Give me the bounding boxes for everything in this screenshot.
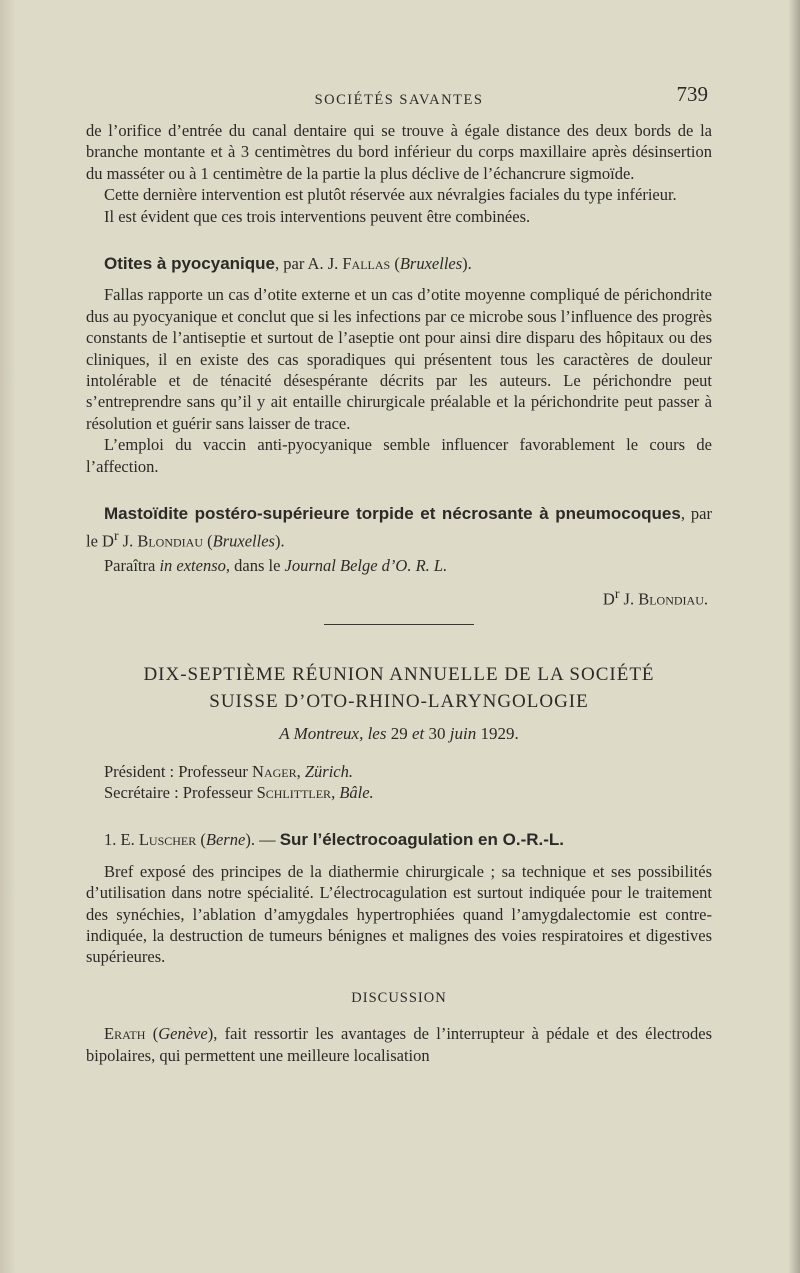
meeting-place-date bbox=[86, 723, 712, 744]
article2-author: Blondiau bbox=[137, 531, 204, 550]
page-number: 739 bbox=[676, 82, 708, 106]
talk1-body: Bref exposé des principes de la diathermie chirurgicale ; sa technique et ses possibilités d’utilisation dans notre spécialité. L’électrocagulation est surtout indiquée pour le traitement des synéchies, l’ablation d’amygdales hypertrophiées quand l’amygdalectomie est contre-indiquée, la destruction de tumeurs bénignes et malignes des voies respiratoires et digestives supérieures. bbox=[86, 861, 712, 967]
talk1-author: Luscher bbox=[138, 830, 197, 850]
article2-city: Bruxelles bbox=[212, 531, 275, 550]
secretary-city: Bâle. bbox=[339, 783, 374, 803]
article2-note bbox=[86, 555, 712, 576]
talk1-city: Berne bbox=[205, 830, 246, 850]
article2-note-prefix: Paraîtra bbox=[104, 556, 160, 576]
president-label: Président : Professeur bbox=[104, 761, 253, 781]
president-name: Nager bbox=[252, 761, 297, 781]
talk1-dash: . — bbox=[250, 830, 280, 850]
article2-note-extenso: in extenso bbox=[159, 556, 226, 576]
secretary-line: Secrétaire : Professeur Schlittler, Bâle. bbox=[104, 783, 374, 803]
article2-heading: Mastoïdite postéro-supérieure torpide et nécrosante à pneumocoques, par le $D^r$ J. Blondiau (Bruxelles). bbox=[86, 504, 712, 550]
article2-sup: r bbox=[113, 527, 119, 543]
article1-title: Otites à pyocyanique bbox=[104, 254, 275, 274]
meeting-title-line-2: SUISSE D’OTO-RHINO-LARYNGOLOGIE bbox=[209, 691, 589, 713]
intro-paragraph-3: Il est évident que ces trois interventions peuvent être combinées. bbox=[104, 206, 531, 226]
talk1-title: Sur l’électrocoagulation en O.-R.-L. bbox=[279, 830, 564, 850]
article2-note-journal: Journal Belge d’O. R. L. bbox=[284, 556, 448, 576]
article2-by: , par le D bbox=[86, 504, 712, 550]
meeting-title-line-1: DIX-SEPTIÈME RÉUNION ANNUELLE DE LA SOCIÉTÉ bbox=[143, 664, 655, 686]
talk1-heading: 1. E. Luscher (Berne). — Sur l’électrocoagulation en O.-R.-L. bbox=[104, 830, 564, 850]
signature-prefix: D bbox=[602, 589, 615, 609]
discussion-city: Genève bbox=[158, 1024, 208, 1044]
article2-signature bbox=[86, 583, 708, 610]
meeting-month: juin bbox=[445, 724, 481, 744]
meeting-officers bbox=[104, 761, 712, 804]
article1-author: Fallas bbox=[342, 254, 391, 274]
president-city: Zürich. bbox=[304, 761, 354, 781]
talk1-number: 1. E. bbox=[104, 830, 139, 850]
president-line: Président : Professeur Nager, Zürich. bbox=[104, 761, 354, 781]
discussion-paragraph: Erath (Genève), fait ressortir les avantages de l’interrupteur à pédale et des électrodes bipolaires, qui permettent une meilleure localisation bbox=[86, 1024, 712, 1065]
article1-paragraph-1: Fallas rapporte un cas d’otite externe et un cas d’otite moyenne compliqué de périchondrite dus au pyocyanique et conclut que si les infections par ce microbe sous l’influence des progrès constants de l’antiseptie et surtout de l’aseptie ont pour ainsi dire disparu des hôpitaux ou des cliniques, il en existe des cas sporadiques qui présentent tous les caractères de douleur intolérable et de ténacité désespérante décrits par les auteurs. Le périchondre peut s’entreprendre sans qu’il y ait entaille chirurgicale préalable et la périchondrite peut passer à résolution et guérir sans laisser de trace. bbox=[86, 285, 712, 433]
meeting-day-1: 29 bbox=[390, 724, 408, 744]
page-content bbox=[86, 84, 712, 1066]
intro-paragraph-1: de l’orifice d’entrée du canal dentaire qui se trouve à égale distance des deux bords de la branche montante et à 3 centimètres du bord inférieur du corps maxillaire après désinsertion du masséter ou à 1 centimètre de la partie la plus déclive de l’échancrure sigmoïde. bbox=[86, 121, 712, 183]
signature-end: . bbox=[703, 589, 708, 609]
article2-initial: J. bbox=[118, 531, 138, 550]
meeting-and: et bbox=[407, 724, 429, 744]
meeting-place: A Montreux, les bbox=[279, 724, 391, 744]
discussion-heading: DISCUSSION bbox=[351, 989, 447, 1006]
running-head bbox=[86, 84, 712, 120]
meeting-year: 1929. bbox=[480, 724, 519, 744]
meeting-day-2: 30 bbox=[428, 724, 446, 744]
article1-heading: Otites à pyocyanique, par A. J. Fallas (Bruxelles). bbox=[104, 254, 472, 274]
article2-title: Mastoïdite postéro-supérieure torpide et nécrosante à pneumocoques bbox=[104, 504, 681, 524]
signature-sup: r bbox=[614, 585, 620, 601]
article1-paragraph-2: L’emploi du vaccin anti-pyocyanique semble influencer favorablement le cours de l’affection. bbox=[86, 435, 712, 476]
discussion-author: Erath bbox=[104, 1024, 146, 1044]
discussion-text: , fait ressortir les avantages de l’interrupteur à pédale et des électrodes bipolaires, qui permettent une meilleure localisation bbox=[86, 1024, 712, 1065]
article2-note-mid: , dans le bbox=[225, 556, 285, 576]
intro-paragraph-2: Cette dernière intervention est plutôt réservée aux névralgies faciales du type inférieur. bbox=[104, 185, 677, 205]
signature-initial: J. bbox=[619, 589, 639, 609]
article1-by: , par A. J. bbox=[275, 254, 343, 274]
page-edge-right bbox=[788, 0, 800, 1273]
meeting-title bbox=[86, 661, 712, 715]
secretary-label: Secrétaire : Professeur bbox=[104, 783, 257, 803]
secretary-name: Schlittler bbox=[256, 783, 332, 803]
signature-name: Blondiau bbox=[638, 589, 704, 609]
article1-city: Bruxelles bbox=[399, 254, 463, 274]
page-edge-left bbox=[0, 0, 16, 1273]
running-title: SOCIÉTÉS SAVANTES bbox=[314, 92, 484, 108]
